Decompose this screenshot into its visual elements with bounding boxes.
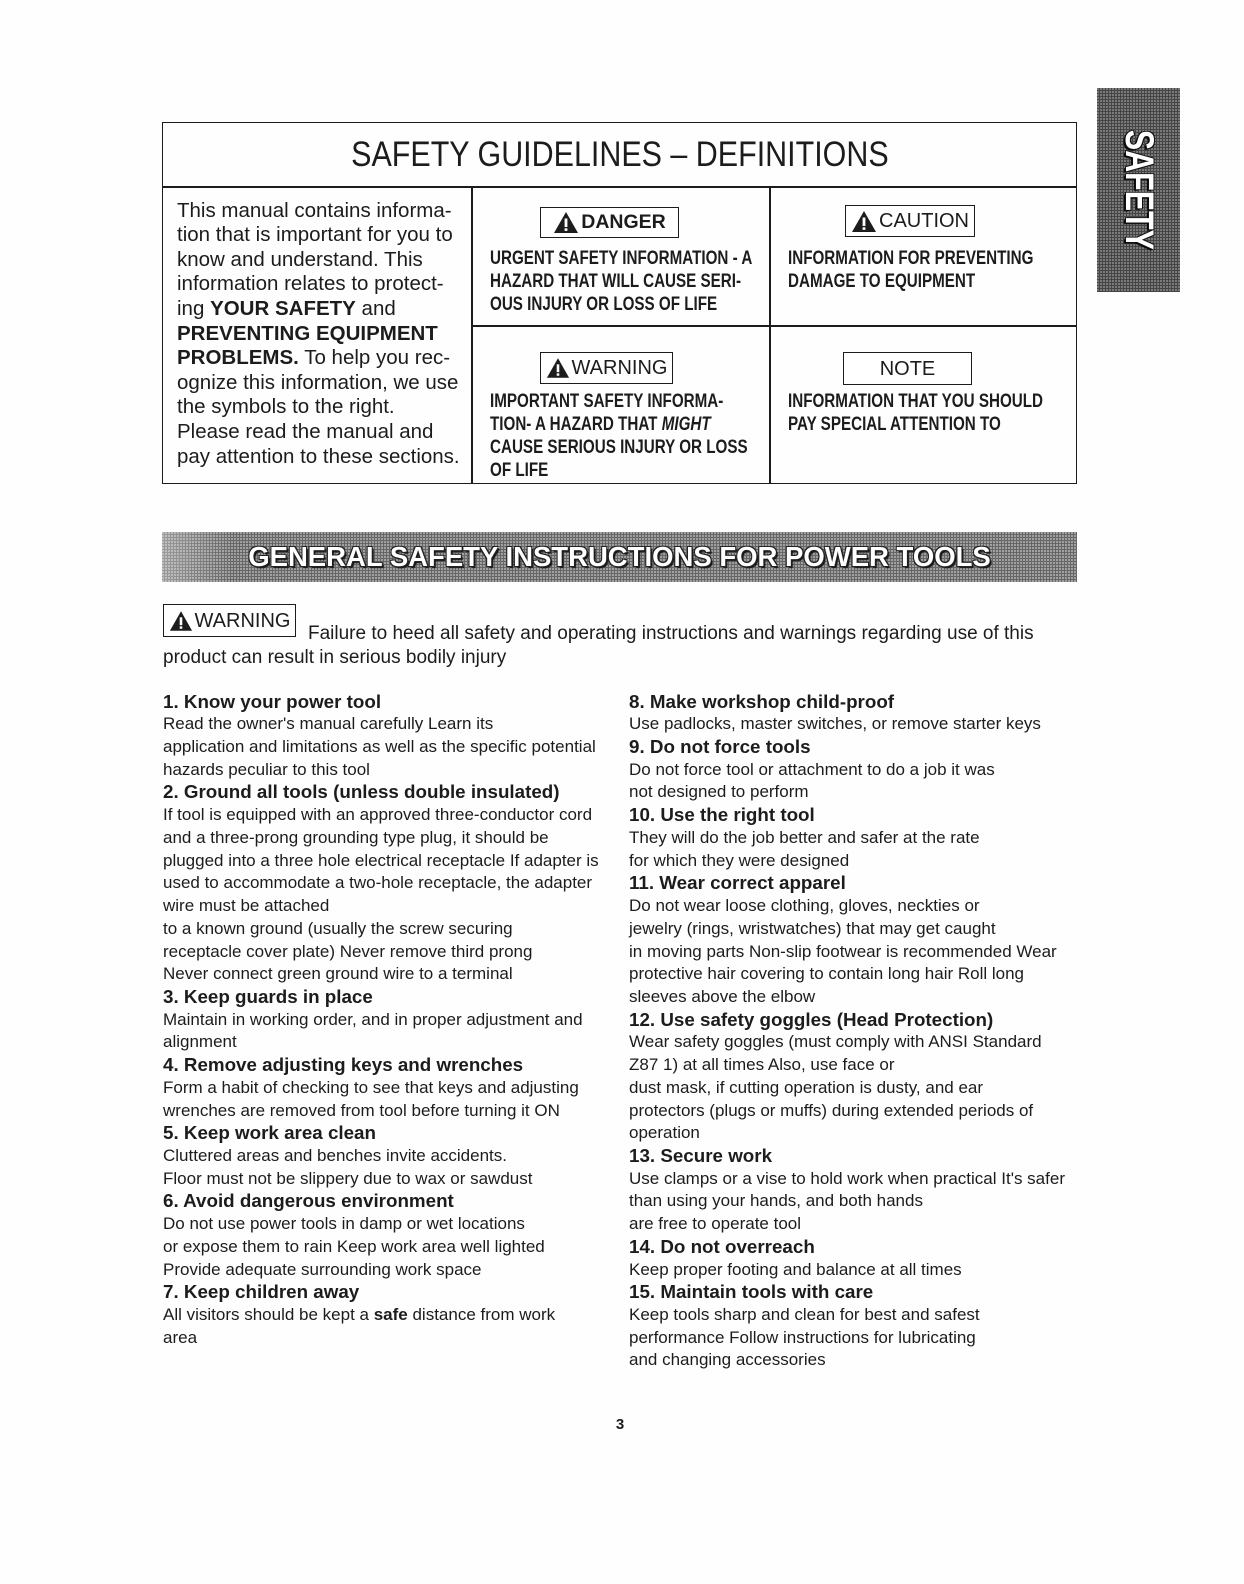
danger-label-text: DANGER: [581, 210, 666, 233]
instruction-heading: 6. Avoid dangerous environment: [163, 1190, 454, 1212]
text-run: and: [355, 297, 396, 321]
instruction-body-line: Use clamps or a vise to hold work when practical It's safer: [629, 1168, 1065, 1188]
instruction-body-line: and a three-prong grounding type plug, it should be: [163, 827, 549, 847]
instruction-body-line: Do not force tool or attachment to do a job it was: [629, 759, 995, 779]
instruction-item: [629, 872, 1075, 1008]
caution-label: [845, 205, 975, 237]
instruction-body-line: Read the owner's manual carefully Learn its: [163, 714, 494, 734]
note-description-line: PAY SPECIAL ATTENTION TO: [788, 413, 1001, 435]
instruction-body-line: Keep proper footing and balance at all times: [629, 1259, 962, 1279]
text-run: distance from work: [407, 1305, 556, 1324]
instruction-body-line: performance Follow instructions for lubricating: [629, 1327, 976, 1347]
instruction-body-line: are free to operate tool: [629, 1214, 802, 1234]
danger-description-line: OUS INJURY OR LOSS OF LIFE: [490, 293, 718, 315]
intro-line: information relates to protect-: [177, 272, 444, 296]
instruction-item: [163, 1190, 613, 1281]
warning-description: [490, 390, 748, 482]
caution-label-text: CAUTION: [879, 210, 969, 232]
instruction-body-line: protective hair covering to contain long hair Roll long: [629, 964, 1025, 984]
instruction-body-line: jewelry (rings, wristwatches) that may get caught: [629, 918, 996, 938]
instruction-heading: 8. Make workshop child-proof: [629, 690, 895, 712]
caution-description-line: DAMAGE TO EQUIPMENT: [788, 270, 976, 292]
instruction-body-line: to a known ground (usually the screw securing: [163, 918, 513, 938]
danger-label: [540, 207, 679, 238]
instruction-body-line: Keep tools sharp and clean for best and safest: [629, 1305, 980, 1324]
instruction-heading: 3. Keep guards in place: [163, 985, 373, 1007]
instruction-heading: 13. Secure work: [629, 1144, 773, 1166]
instruction-body-line: protectors (plugs or muffs) during extended periods of: [629, 1100, 1034, 1120]
intro-line: the symbols to the right.: [177, 395, 395, 419]
definitions-title: SAFETY GUIDELINES – DEFINITIONS: [350, 135, 889, 174]
intro-line: [177, 322, 460, 347]
instruction-body-line: Never connect green ground wire to a terminal: [163, 964, 513, 984]
section-banner-title: GENERAL SAFETY INSTRUCTIONS FOR POWER TOOLS: [248, 541, 991, 572]
definitions-intro-text: [177, 199, 460, 470]
instructions-right-column: [629, 691, 1075, 1373]
section-banner: [162, 532, 1077, 582]
instruction-heading: 10. Use the right tool: [629, 804, 815, 826]
warning-triangle-icon: [553, 211, 579, 234]
instruction-item: [629, 691, 1075, 736]
warning-description-line: IMPORTANT SAFETY INFORMA-: [490, 390, 724, 412]
danger-description: [490, 247, 752, 316]
instruction-body-line: Cluttered areas and benches invite accidents.: [163, 1145, 507, 1165]
instruction-body-line: application and limitations as well as the specific potential: [163, 737, 596, 757]
instruction-body-line: Z87 1) at all times Also, use face or: [629, 1055, 895, 1075]
instruction-body-line: Use padlocks, master switches, or remove starter keys: [629, 714, 1041, 734]
bold-text: safe: [373, 1305, 408, 1324]
instruction-body-line: receptacle cover plate) Never remove third prong: [163, 941, 533, 961]
intro-line: know and understand. This: [177, 247, 423, 271]
warning-triangle-icon: [169, 610, 193, 632]
instruction-body-line: in moving parts Non-slip footwear is recommended Wear: [629, 941, 1057, 961]
italic-text: MIGHT: [661, 413, 711, 435]
bold-text: PROBLEMS.: [177, 346, 299, 370]
instruction-item: [629, 804, 1075, 872]
general-warning-label-text: WARNING: [194, 609, 291, 632]
instruction-body-line: wire must be attached: [163, 896, 330, 916]
instruction-body-line: If tool is equipped with an approved three-conductor cord: [163, 805, 593, 825]
instruction-item: [629, 1236, 1075, 1281]
instruction-body-line: Do not use power tools in damp or wet locations: [163, 1214, 525, 1234]
instruction-body-line: sleeves above the elbow: [629, 986, 816, 1006]
instruction-heading: 7. Keep children away: [163, 1281, 360, 1303]
instruction-body-line: Do not wear loose clothing, gloves, neckties or: [629, 896, 980, 916]
column-divider: [471, 187, 473, 484]
warning-description-line: [490, 413, 748, 436]
danger-description-line: HAZARD THAT WILL CAUSE SERI-: [490, 270, 742, 292]
instruction-item: [163, 781, 613, 985]
definitions-header: [162, 122, 1077, 187]
intro-line: This manual contains informa-: [177, 198, 452, 222]
note-label: [843, 352, 972, 385]
bold-text: YOUR SAFETY: [210, 297, 356, 321]
instruction-body-line: Provide adequate surrounding work space: [163, 1259, 482, 1279]
intro-line: [177, 297, 460, 322]
note-description-line: INFORMATION THAT YOU SHOULD: [788, 390, 1044, 412]
intro-line: [177, 346, 460, 371]
instruction-item: [629, 1145, 1075, 1236]
instruction-item: [163, 986, 613, 1054]
instruction-body-line: operation: [629, 1123, 700, 1143]
warning-description-line: CAUSE SERIOUS INJURY OR LOSS: [490, 436, 748, 458]
text-run: ing: [177, 297, 211, 321]
general-warning-text: product can result in serious bodily injury: [163, 646, 507, 668]
instruction-body-line: dust mask, if cutting operation is dusty, and ear: [629, 1077, 984, 1097]
safety-tab-label: SAFETY: [1117, 130, 1161, 250]
intro-line: Please read the manual and: [177, 420, 434, 444]
note-description: [788, 390, 1043, 436]
instruction-item: [629, 1281, 1075, 1372]
instruction-item: [163, 1281, 613, 1349]
instruction-heading: 12. Use safety goggles (Head Protection): [629, 1008, 994, 1030]
caution-description: [788, 247, 1033, 293]
general-warning-text: Failure to heed all safety and operating instructions and warnings regarding use of this: [308, 622, 1034, 644]
warning-triangle-icon: [851, 210, 877, 233]
warning-triangle-icon: [546, 357, 570, 379]
instruction-heading: 15. Maintain tools with care: [629, 1281, 874, 1303]
instruction-body-line: Form a habit of checking to see that keys and adjusting: [163, 1077, 579, 1097]
instruction-body-line: for which they were designed: [629, 850, 850, 870]
column-divider: [769, 187, 771, 484]
warning-label-text: WARNING: [571, 357, 668, 379]
instruction-body-line: wrenches are removed from tool before turning it ON: [163, 1100, 560, 1120]
instruction-body-line: not designed to perform: [629, 782, 809, 802]
instruction-body-line: used to accommodate a two-hole receptacle, the adapter: [163, 873, 593, 893]
row-divider: [472, 325, 1077, 327]
instruction-body-line: [163, 1304, 613, 1327]
instruction-body-line: and changing accessories: [629, 1350, 826, 1370]
instruction-body-line: plugged into a three hole electrical receptacle If adapter is: [163, 850, 599, 870]
intro-line: tion that is important for you to: [177, 223, 453, 247]
bold-text: PREVENTING EQUIPMENT: [177, 321, 438, 345]
intro-line: ognize this information, we use: [177, 370, 459, 394]
instruction-heading: 4. Remove adjusting keys and wrenches: [163, 1054, 524, 1076]
instruction-body-line: Wear safety goggles (must comply with ANSI Standard: [629, 1032, 1042, 1052]
instruction-body-line: or expose them to rain Keep work area well lighted: [163, 1236, 545, 1256]
text-run: TION- A HAZARD THAT: [490, 413, 662, 435]
instruction-item: [163, 1054, 613, 1122]
instruction-body-line: alignment: [163, 1032, 237, 1052]
instruction-item: [163, 691, 613, 782]
instruction-body-line: Maintain in working order, and in proper adjustment and: [163, 1009, 583, 1029]
instruction-heading: 1. Know your power tool: [163, 690, 382, 712]
danger-description-line: URGENT SAFETY INFORMATION - A: [490, 247, 753, 269]
instruction-item: [629, 736, 1075, 804]
warning-description-line: OF LIFE: [490, 459, 549, 481]
general-warning-label: [163, 604, 296, 637]
page-number: 3: [615, 1416, 625, 1433]
safety-section-tab: [1097, 88, 1180, 292]
instruction-heading: 14. Do not overreach: [629, 1235, 815, 1257]
text-run: To help you rec-: [298, 346, 451, 370]
instruction-item: [629, 1009, 1075, 1145]
instruction-heading: 9. Do not force tools: [629, 736, 811, 758]
instruction-heading: 2. Ground all tools (unless double insulated): [163, 781, 560, 803]
text-run: All visitors should be kept a: [163, 1305, 374, 1324]
note-label-text: NOTE: [879, 357, 936, 380]
warning-label: [540, 352, 673, 384]
instructions-left-column: [163, 691, 613, 1350]
instruction-body-line: They will do the job better and safer at the rate: [629, 827, 980, 847]
instruction-heading: 5. Keep work area clean: [163, 1122, 376, 1144]
caution-description-line: INFORMATION FOR PREVENTING: [788, 247, 1034, 269]
instruction-body-line: Floor must not be slippery due to wax or sawdust: [163, 1168, 533, 1188]
instruction-body-line: than using your hands, and both hands: [629, 1191, 923, 1211]
intro-line: pay attention to these sections.: [177, 444, 460, 468]
instruction-heading: 11. Wear correct apparel: [629, 872, 846, 894]
instruction-body-line: hazards peculiar to this tool: [163, 759, 370, 779]
instruction-body-line: area: [163, 1327, 198, 1347]
instruction-item: [163, 1122, 613, 1190]
